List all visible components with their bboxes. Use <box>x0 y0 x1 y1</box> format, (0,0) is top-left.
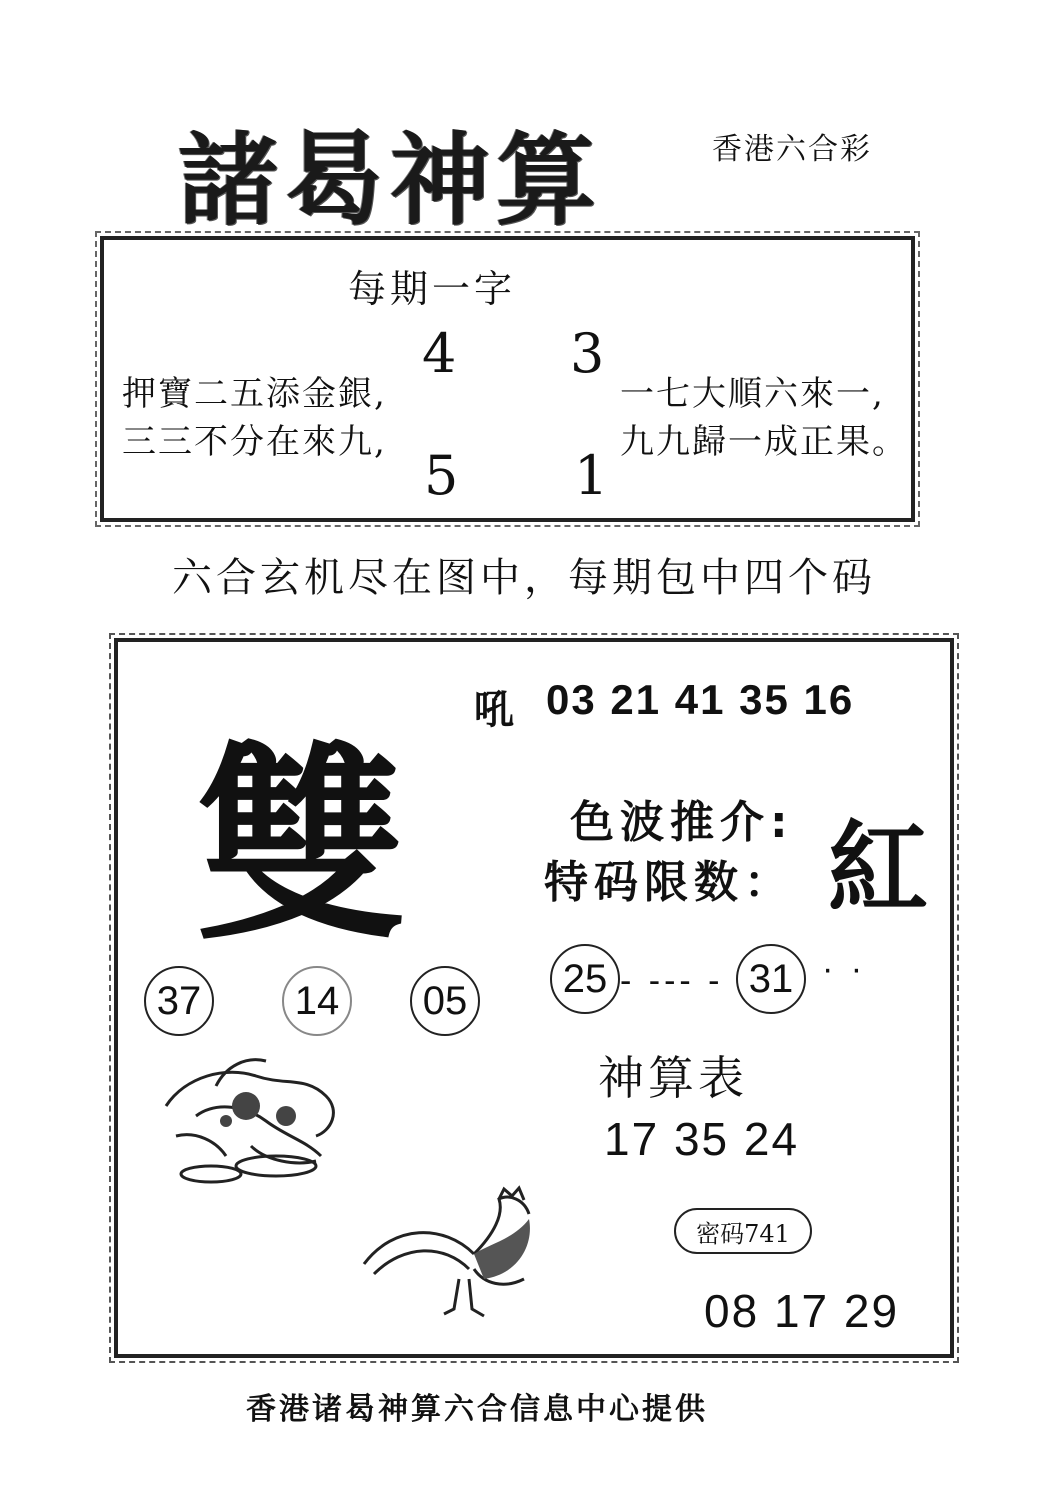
color-wave-label: 色波推介: <box>570 797 794 848</box>
riddle-number-a: 4 <box>422 322 457 385</box>
bottom-numbers: 08 17 29 <box>704 1285 900 1337</box>
dot-marks: · · <box>822 950 867 988</box>
table-title: 神算表 <box>598 1051 748 1105</box>
riddle-heading: 每期一字 <box>348 267 517 311</box>
circled-number: 25 <box>550 944 620 1014</box>
riddle-number-b: 3 <box>570 322 605 385</box>
tagline: 六合玄机尽在图中，每期包中四个码 <box>172 555 876 601</box>
page-subtitle: 香港六合彩 <box>712 132 872 167</box>
page-title: 諸曷神算 <box>178 122 602 239</box>
top-numbers: 03 21 41 35 16 <box>546 676 855 723</box>
special-limit-label: 特码限数： <box>544 857 794 908</box>
footer-credit: 香港诸曷神算六合信息中心提供 <box>246 1392 708 1427</box>
dragon-illustration <box>156 1046 366 1186</box>
poem-right-line-1: 一七大順六來一, <box>620 374 885 414</box>
dash-connector: - --- - <box>620 962 724 1000</box>
circled-number: 05 <box>410 966 480 1036</box>
poem-left-line-2: 三三不分在來九, <box>122 422 387 462</box>
poem-right-line-2: 九九歸一成正果。 <box>620 422 908 462</box>
color-recommendation: 紅 <box>828 810 928 927</box>
riddle-number-d: 1 <box>574 444 609 507</box>
circled-number: 31 <box>736 944 806 1014</box>
table-numbers: 17 35 24 <box>604 1113 800 1165</box>
circled-number: 37 <box>144 966 214 1036</box>
big-character: 雙 <box>196 724 407 969</box>
poem-left-line-1: 押寶二五添金銀, <box>122 374 387 414</box>
riddle-number-c: 5 <box>424 444 459 507</box>
top-label: 吼 <box>474 688 516 732</box>
circled-number: 14 <box>282 966 352 1036</box>
secret-code-badge: 密码741 <box>674 1208 812 1254</box>
rooster-illustration <box>354 1184 554 1324</box>
